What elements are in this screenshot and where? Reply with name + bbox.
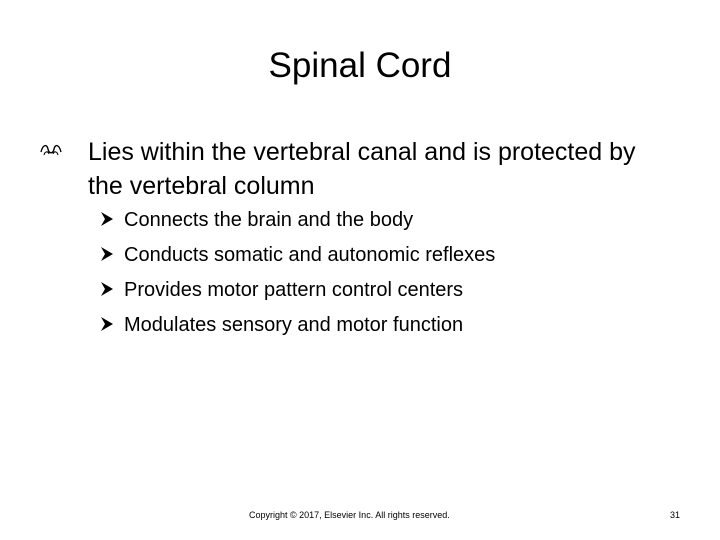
page-number: 31 xyxy=(669,510,680,520)
copyright-footer: Copyright © 2017, Elsevier Inc. All rights reserved. xyxy=(249,510,450,520)
arrowhead-bullet-icon xyxy=(100,281,114,297)
list-item xyxy=(100,274,660,306)
main-bullet-text: Lies within the vertebral canal and is protected by the vertebral column xyxy=(88,138,636,200)
sub-bullet-text: Connects the brain and the body xyxy=(124,209,414,231)
slide-title: Spinal Cord xyxy=(268,46,452,85)
list-item xyxy=(100,204,660,236)
sub-bullet-text: Conducts somatic and autonomic reflexes xyxy=(124,244,496,266)
arrowhead-bullet-icon xyxy=(100,211,114,227)
scroll-wave-icon xyxy=(40,143,62,157)
arrowhead-bullet-icon xyxy=(100,316,114,332)
arrowhead-bullet-icon xyxy=(100,246,114,262)
list-item xyxy=(100,239,660,271)
sub-bullet-text: Provides motor pattern control centers xyxy=(124,279,464,301)
sub-bullet-text: Modulates sensory and motor function xyxy=(124,314,464,336)
list-item xyxy=(100,309,660,341)
